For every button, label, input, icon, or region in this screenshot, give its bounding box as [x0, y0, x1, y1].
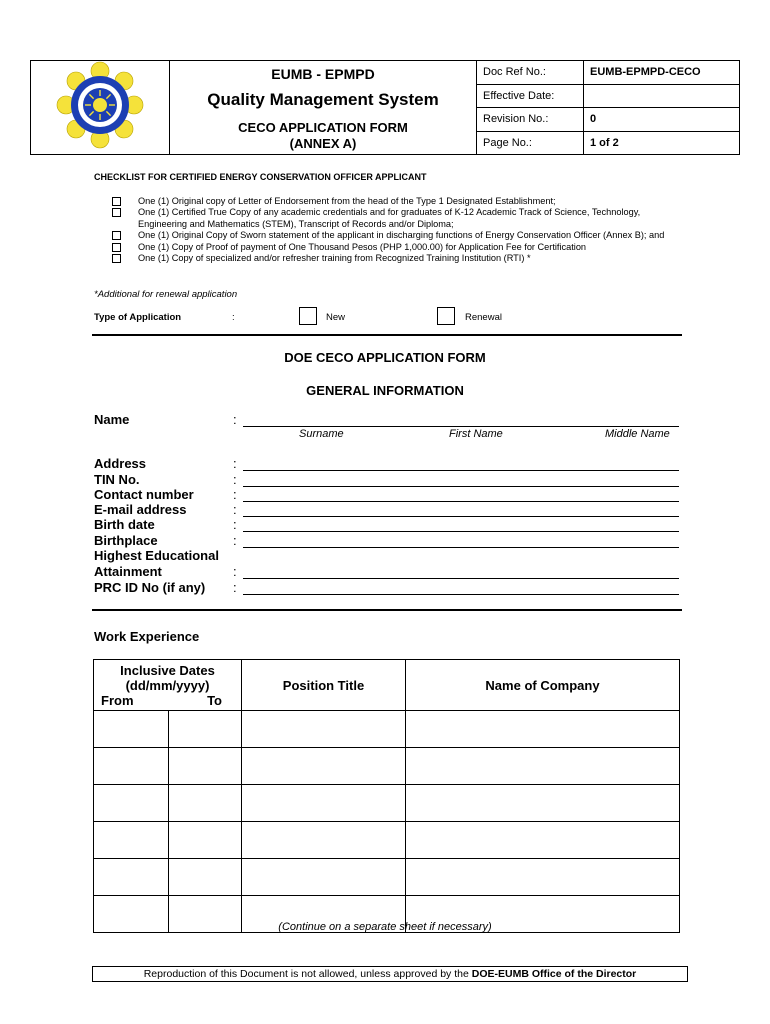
prc-label: PRC ID No (if any) — [94, 580, 206, 595]
page-label: Page No.: — [477, 131, 584, 155]
tin-field[interactable] — [233, 472, 679, 487]
colon: : — [233, 487, 237, 502]
position-cell[interactable] — [242, 859, 406, 896]
from-cell[interactable] — [94, 859, 169, 896]
company-cell[interactable] — [406, 822, 680, 859]
checklist-title: CHECKLIST FOR CERTIFIED ENERGY CONSERVATION OFFICER APPLICANT — [94, 172, 427, 182]
checklist-item-text: One (1) Copy of Proof of payment of One Thousand Pesos (PHP 1,000.00) for Application Fee for Certification — [138, 241, 587, 252]
education-field[interactable] — [233, 564, 679, 579]
education-label-1: Highest Educational — [94, 548, 219, 563]
address-label: Address — [94, 456, 147, 471]
birth-date-field[interactable] — [233, 517, 679, 532]
contact-field[interactable] — [233, 487, 679, 502]
renewal-label: Renewal — [465, 312, 502, 323]
effective-date-label: Effective Date: — [477, 84, 584, 108]
birthplace-field[interactable] — [233, 533, 679, 548]
address-underline — [243, 456, 679, 471]
form-name-line2: (ANNEX A) — [289, 135, 357, 151]
colon: : — [233, 564, 237, 579]
prc-field[interactable] — [233, 580, 679, 595]
footer-bold-text: DOE-EUMB Office of the Director — [471, 968, 637, 980]
checklist-item-text: One (1) Original copy of Letter of Endorsement from the head of the Type 1 Designated Establishment; — [138, 196, 556, 206]
position-cell[interactable] — [242, 711, 406, 748]
colon: : — [233, 533, 237, 548]
form-name-line1: CECO APPLICATION FORM — [238, 119, 408, 135]
company-cell[interactable] — [406, 785, 680, 822]
colon: : — [233, 456, 237, 471]
system-name: Quality Management System — [207, 89, 439, 109]
new-label: New — [326, 312, 346, 323]
revision-value: 0 — [584, 108, 740, 132]
company-name-header: Name of Company — [406, 660, 680, 711]
logo-cell — [31, 61, 170, 155]
email-underline — [243, 502, 679, 517]
application-type-label: Type of Application — [94, 312, 182, 323]
checkbox[interactable] — [112, 208, 121, 217]
birthplace-label: Birthplace — [94, 533, 158, 548]
inclusive-dates-header — [94, 660, 242, 711]
colon: : — [233, 472, 237, 487]
checklist-item — [112, 253, 684, 264]
tin-label: TIN No. — [94, 472, 140, 487]
checkbox[interactable] — [112, 231, 121, 240]
colon: : — [233, 412, 237, 427]
name-underline — [243, 412, 679, 427]
table-row — [94, 748, 680, 785]
from-to-labels — [95, 693, 240, 708]
first-name-caption: First Name — [449, 428, 503, 440]
continue-note: (Continue on a separate sheet if necessary) — [278, 921, 492, 933]
from-cell[interactable] — [94, 822, 169, 859]
birthplace-underline — [243, 533, 679, 548]
position-cell[interactable] — [242, 822, 406, 859]
colon: : — [233, 517, 237, 532]
application-type-row — [94, 310, 694, 330]
renewal-note: *Additional for renewal application — [94, 289, 238, 300]
footer-notice — [92, 966, 688, 982]
colon: : — [233, 502, 237, 517]
date-format-label: (dd/mm/yyyy) — [125, 677, 210, 693]
checklist-item — [112, 242, 684, 253]
table-row — [94, 822, 680, 859]
section-divider — [92, 334, 682, 336]
email-label: E-mail address — [94, 502, 187, 517]
application-type-colon: : — [232, 312, 235, 323]
section-divider — [92, 609, 682, 611]
work-experience-table — [93, 659, 680, 933]
doc-ref-value: EUMB-EPMPD-CECO — [584, 61, 740, 85]
position-title-header: Position Title — [242, 660, 406, 711]
from-cell[interactable] — [94, 785, 169, 822]
inclusive-dates-label: Inclusive Dates — [120, 662, 215, 678]
surname-caption: Surname — [299, 428, 344, 440]
from-cell[interactable] — [94, 748, 169, 785]
from-cell[interactable] — [94, 711, 169, 748]
footer-text: Reproduction of this Document is not allowed, unless approved by the — [143, 968, 472, 980]
checkbox[interactable] — [112, 243, 121, 252]
document-header — [30, 60, 740, 155]
table-row — [94, 711, 680, 748]
education-label-2: Attainment — [94, 564, 162, 579]
company-cell[interactable] — [406, 748, 680, 785]
company-cell[interactable] — [406, 859, 680, 896]
checklist-item — [112, 196, 684, 207]
email-field[interactable] — [233, 502, 679, 517]
work-experience-title: Work Experience — [94, 629, 200, 644]
address-field[interactable] — [233, 456, 679, 471]
new-checkbox[interactable] — [299, 307, 317, 325]
checklist-item-text: One (1) Certified True Copy of any academic credentials and for graduates of K-12 Academic Track of Science, Technology, Engineering and Mathematics (STEM), Transcript of Records and/or Diploma; — [138, 207, 641, 229]
to-label: To — [207, 692, 222, 708]
general-info-title: GENERAL INFORMATION — [306, 383, 464, 398]
checklist-item — [112, 207, 684, 230]
position-cell[interactable] — [242, 748, 406, 785]
header-title-cell — [170, 61, 477, 155]
checklist-item — [112, 230, 684, 241]
name-field[interactable] — [233, 412, 679, 427]
contact-label: Contact number — [94, 487, 194, 502]
form-title: DOE CECO APPLICATION FORM — [284, 350, 486, 365]
colon: : — [233, 580, 237, 595]
renewal-checkbox[interactable] — [437, 307, 455, 325]
page-value: 1 of 2 — [584, 131, 740, 155]
name-label: Name — [94, 412, 130, 427]
checklist-item-text: One (1) Original Copy of Sworn statement of the applicant in discharging functions of Energy Conservation Officer (Annex B); and — [138, 230, 665, 241]
table-row — [94, 785, 680, 822]
middle-name-caption: Middle Name — [605, 428, 670, 440]
birth-date-label: Birth date — [94, 517, 155, 532]
checkbox[interactable] — [112, 197, 121, 206]
tin-underline — [243, 472, 679, 487]
to-cell[interactable] — [169, 785, 242, 822]
from-label: From — [101, 692, 134, 708]
company-cell[interactable] — [406, 711, 680, 748]
to-cell[interactable] — [169, 711, 242, 748]
birth-date-underline — [243, 517, 679, 532]
org-name: EUMB - EPMPD — [271, 65, 375, 82]
to-cell[interactable] — [169, 822, 242, 859]
to-cell[interactable] — [169, 748, 242, 785]
doc-ref-label: Doc Ref No.: — [477, 61, 584, 85]
checkbox[interactable] — [112, 254, 121, 263]
revision-label: Revision No.: — [477, 108, 584, 132]
table-row — [94, 859, 680, 896]
effective-date-value — [584, 84, 740, 108]
to-cell[interactable] — [169, 859, 242, 896]
education-underline — [243, 564, 679, 579]
checklist — [112, 196, 684, 264]
doe-seal-logo — [50, 61, 150, 149]
position-cell[interactable] — [242, 785, 406, 822]
prc-underline — [243, 580, 679, 595]
checklist-item-text: One (1) Copy of specialized and/or refresher training from Recognized Training Institution (RTI) * — [138, 253, 531, 264]
contact-underline — [243, 487, 679, 502]
form-name — [170, 120, 476, 152]
